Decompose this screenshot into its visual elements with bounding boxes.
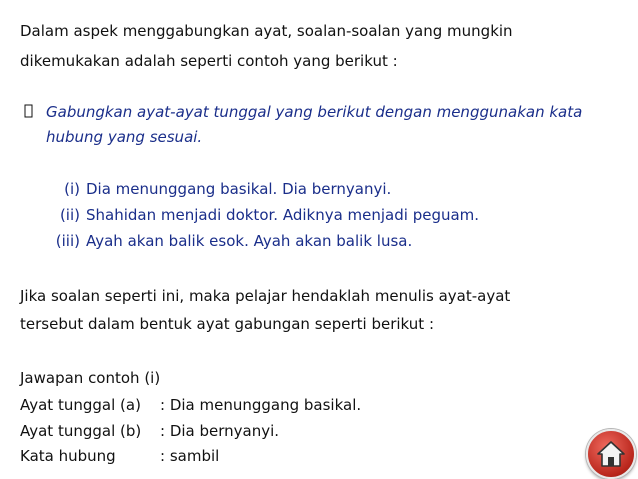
- guide-line-2: tersebut dalam bentuk ayat gabungan seperti berikut :: [20, 315, 434, 333]
- instruction-line-2: hubung yang sesuai.: [46, 128, 203, 146]
- intro-line-1: Dalam aspek menggabungkan ayat, soalan-soalan yang mungkin: [20, 22, 513, 40]
- answer-label: Kata hubung: [20, 447, 116, 465]
- example-text: Dia menunggang basikal. Dia bernyanyi.: [86, 180, 392, 198]
- answer-value: : sambil: [160, 447, 220, 465]
- answer-value: : Dia bernyanyi.: [160, 422, 280, 440]
- home-button[interactable]: [586, 429, 636, 479]
- answer-row-3: [20, 447, 220, 465]
- example-number: (i): [64, 180, 80, 198]
- example-text: Ayah akan balik esok. Ayah akan balik lusa.: [86, 232, 413, 250]
- example-number: (iii): [55, 232, 80, 250]
- answer-label: Ayat tunggal (b): [20, 422, 142, 440]
- example-number: (ii): [59, 206, 80, 224]
- guide-line-1: Jika soalan seperti ini, maka pelajar hendaklah menulis ayat-ayat: [20, 287, 511, 305]
- answer-label: Ayat tunggal (a): [20, 396, 141, 414]
- answer-row-1: [20, 396, 362, 414]
- example-text: Shahidan menjadi doktor. Adiknya menjadi peguam.: [86, 206, 480, 224]
- instruction-line-1: Gabungkan ayat-ayat tunggal yang berikut dengan menggunakan kata: [46, 103, 583, 121]
- answer-value: : Dia menunggang basikal.: [160, 396, 362, 414]
- bullet-icon: [24, 104, 34, 122]
- answer-row-2: [20, 422, 280, 440]
- home-icon: [596, 440, 626, 468]
- answer-heading: Jawapan contoh (i): [20, 369, 161, 387]
- intro-line-2: dikemukakan adalah seperti contoh yang berikut :: [20, 52, 398, 70]
